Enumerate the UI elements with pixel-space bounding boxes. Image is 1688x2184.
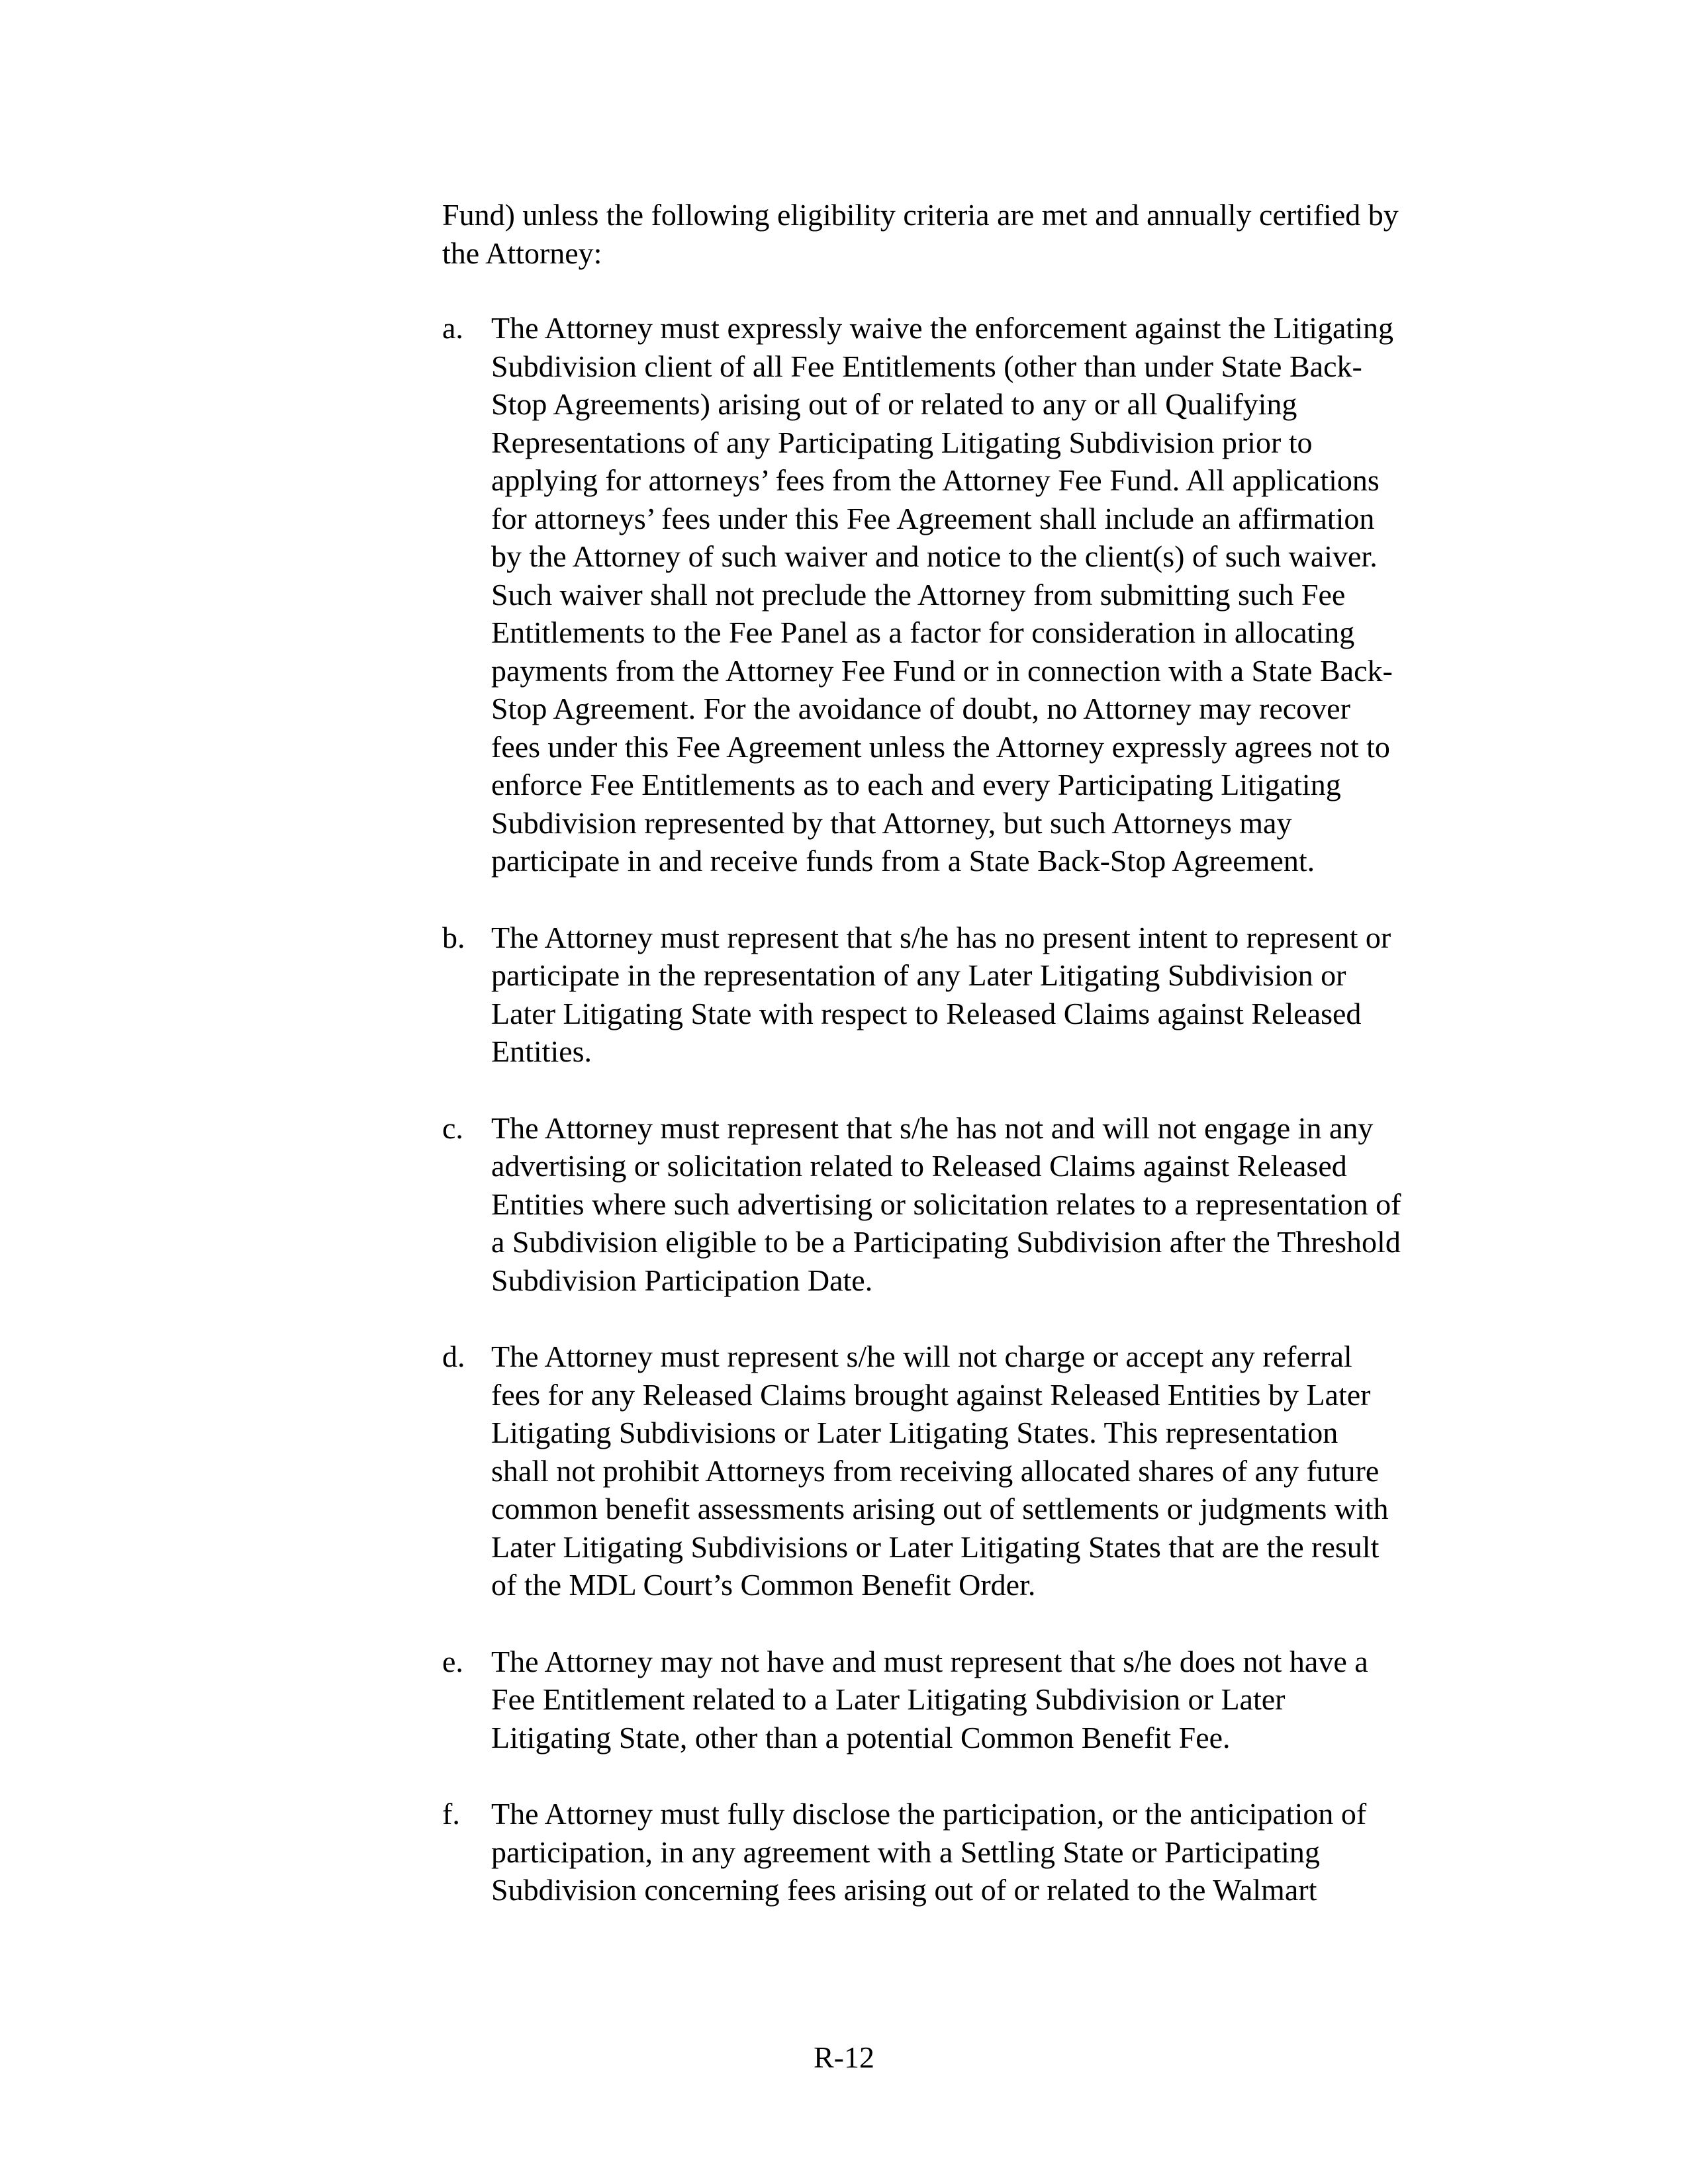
list-item-text: The Attorney must represent s/he will not charge or accept any referral fees for any Released Claims brought against Released Entities by Later Litigating Subdivisions or Later Litigating States. This representation shall not prohibit Attorneys from receiving allocated shares of any future common benefit assessments arising out of settlements or judgments with Later Litigating Subdivisions or Later Litigating States that are the result of the MDL Court’s Common Benefit Order.: [491, 1340, 1389, 1602]
list-item-text: The Attorney must represent that s/he has not and will not engage in any advertising or solicitation related to Released Claims against Released Entities where such advertising or solicitation relates to a representation of a Subdivision eligible to be a Participating Subdivision after the Threshold Subdivision Participation Date.: [491, 1111, 1401, 1297]
list-item-marker: b.: [442, 920, 465, 954]
list-item-text: The Attorney may not have and must represent that s/he does not have a Fee Entitlement related to a Later Litigating Subdivision or Later Litigating State, other than a potential Common Benefit Fee.: [491, 1644, 1368, 1754]
list-item-text: The Attorney must expressly waive the enforcement against the Litigating Subdivision client of all Fee Entitlements (other than under State Back- Stop Agreements) arising out of or related to any or all Qualifying Representations of any Participating Litigating Subdivision prior to applying for attorneys’ fees from the Attorney Fee Fund. All applications for attorneys’ fees under this Fee Agreement shall include an affirmation by the Attorney of such waiver and notice to the client(s) of such waiver. Such waiver shall not preclude the Attorney from submitting such Fee Entitlements to the Fee Panel as a factor for consideration in allocating payments from the Attorney Fee Fund or in connection with a State Back- Stop Agreement. For the avoidance of doubt, no Attorney may recover fees under this Fee Agreement unless the Attorney expressly agrees not to enforce Fee Entitlements as to each and every Participating Litigating Subdivision represented by that Attorney, but such Attorneys may participate in and receive funds from a State Back-Stop Agreement.: [491, 311, 1393, 878]
list-item-text: The Attorney must fully disclose the participation, or the anticipation of participation, in any agreement with a Settling State or Participating Subdivision concerning fees arising out of or related to the Walmart: [491, 1797, 1367, 1907]
list-item: [442, 919, 1488, 1071]
list-item-marker: d.: [442, 1340, 465, 1373]
list-item-text: The Attorney must represent that s/he has no present intent to represent or participate in the representation of any Later Litigating Subdivision or Later Litigating State with respect to Released Claims against Released Entities.: [491, 920, 1391, 1068]
lead-paragraph: Fund) unless the following eligibility criteria are met and annually certified by the Attorney:: [442, 198, 1399, 270]
list-item-marker: f.: [442, 1797, 460, 1831]
list-item: [442, 1643, 1488, 1757]
list-item: [442, 309, 1488, 880]
list-item: [442, 1338, 1488, 1604]
list-item-marker: c.: [442, 1111, 463, 1145]
list-item-marker: a.: [442, 311, 463, 345]
list-item: [442, 1795, 1488, 1909]
list-item: [442, 1109, 1488, 1300]
list-item-marker: e.: [442, 1644, 463, 1678]
page-number: R-12: [814, 2040, 874, 2074]
document-body: [442, 196, 1488, 1948]
eligibility-criteria-list: [442, 309, 1488, 1909]
